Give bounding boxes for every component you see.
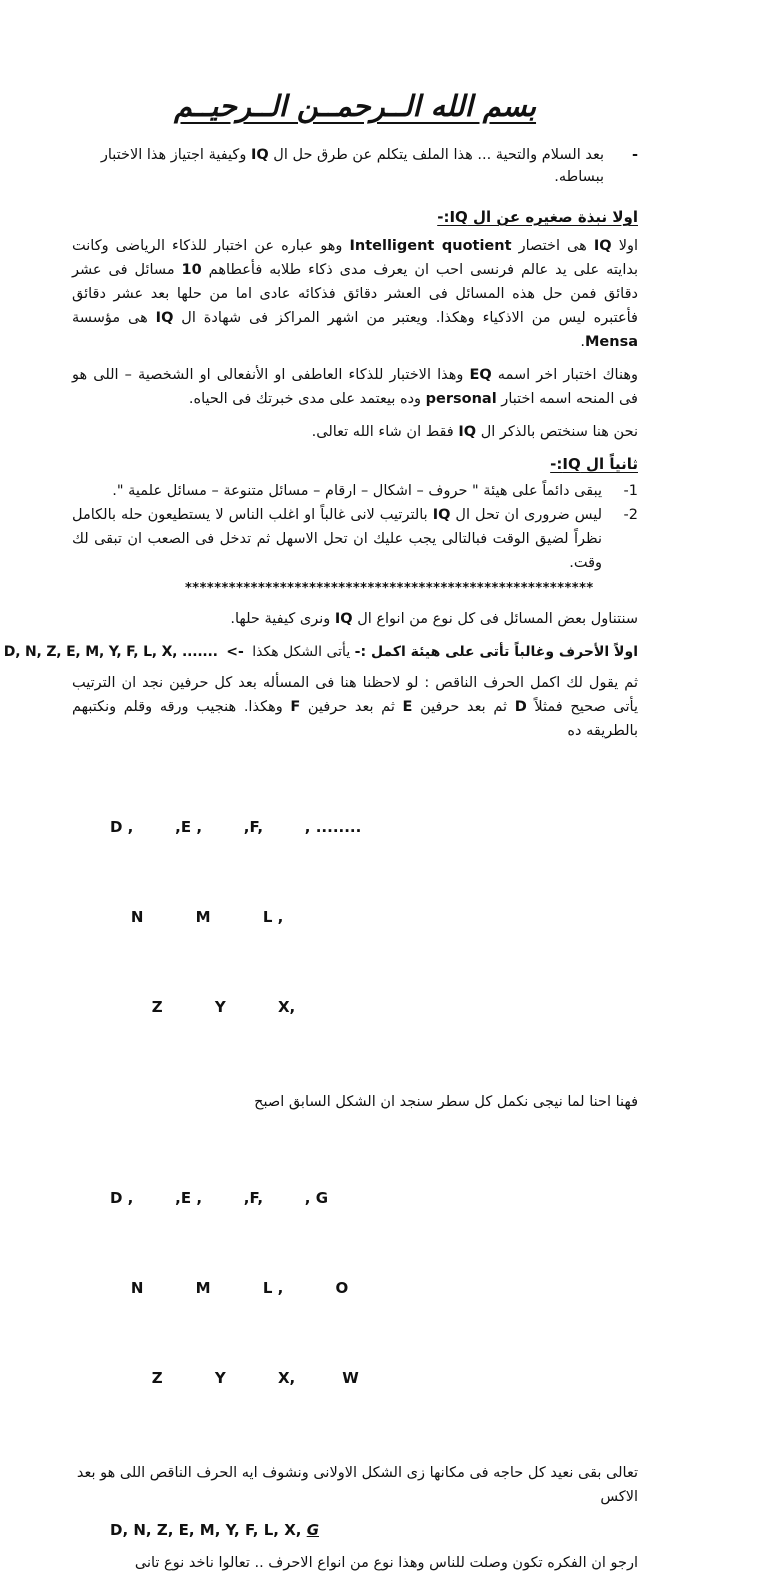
grid-row: Z Y X, <box>110 998 296 1016</box>
answer-letter-underlined: G <box>306 1521 319 1539</box>
grid-row: Z Y X, W <box>110 1369 359 1387</box>
bismillah-title: بسم الله الــرحمــن الــرحيــم <box>173 89 537 123</box>
final-letter-sequence <box>72 1518 638 1542</box>
about-iq-heading: اولا نبذة صغيره عن ال IQ:- <box>437 208 638 226</box>
left-arrow-glyph: <- <box>226 644 244 660</box>
letters-heading-label: اولاً الأحرف وغالباً تأتى على هيئة اكمل :- <box>354 644 638 660</box>
dash-bullet: - <box>631 147 638 163</box>
letter-grid-incomplete <box>72 752 638 1082</box>
explanation-paragraph: ثم يقول لك اكمل الحرف الناقص : لو لاحظنا هنا فى المسأله بعد كل حرفين نجد ان الترتيب يأتى صحيح فمثلاً D ثم بعد حرفين E ثم بعد حرفين F وهكذا. هنجيب ورقه وقلم ونكتبهم بالطريقه ده <box>72 675 639 739</box>
numbered-list <box>72 479 638 575</box>
grid-row: D , ,E , ,F, , G <box>110 1189 329 1207</box>
item-text: ليس ضرورى ان تحل ال IQ بالترتيب لانى غالباً او اغلب الناس لا يستطيعون حله بالكامل نظراً لضيق الوقت فبالتالى يجب عليك ان تحل الاسهل ثم تدخل فى الصعب ان تبقى لك وقت. <box>72 507 602 571</box>
closing-note: ارجو ان الفكره تكون وصلت للناس وهذا نوع من انواع الاحرف .. تعالوا ناخد نوع تانى <box>134 1555 638 1571</box>
completion-note: فهنا احنا لما نيجى نكمل كل سطر سنجد ان الشكل السابق اصبح <box>254 1094 638 1110</box>
asterisk-separator: ******************************************************** <box>185 581 594 596</box>
item-text: يبقى دائماً على هيئة " حروف – اشكال – ارقام – مسائل متنوعة – مسائل علمية ". <box>112 483 602 499</box>
iq-definition-paragraph: اولا IQ هى اختصار Intelligent quotient وهو عباره عن اختبار للذكاء الرياضى وكانت بدايته على يد عالم فرنسى احب ان يعرف مدى ذكاء طلابه فأعطاهم 10 مسائل فى عشر دقائق فمن حل هذه المسائل فى العشر دقائق فذكائه عادى اما من حلها بعد عشر دقائق فأعتبره ليس من الاذكياء وهكذا. ويعتبر من اشهر المراكز فى شهادة ال IQ هى مؤسسة Mensa. <box>72 238 638 350</box>
comes-as-label: يأتى الشكل هكذا <box>252 644 351 660</box>
item-number: 1- <box>623 483 638 499</box>
letter-sequence-incomplete: D, N, Z, E, M, Y, F, L, X, ....... <box>3 644 218 660</box>
list-item <box>72 479 638 503</box>
item-number: 2- <box>623 507 638 523</box>
list-item <box>72 503 638 575</box>
grid-row: N M L , <box>110 908 284 926</box>
grid-row: D , ,E , ,F, , ........ <box>110 818 362 836</box>
reorder-note: تعالى بقى نعيد كل حاجه فى مكانها زى الشكل الاولانى ونشوف ايه الحرف الناقص اللى هو بعد الاكس <box>76 1465 638 1505</box>
intro-line <box>72 144 638 188</box>
letter-grid-complete <box>72 1123 638 1453</box>
intro-text: بعد السلام والتحية ... هذا الملف يتكلم عن طرق حل ال IQ وكيفية اجتياز هذا الاختبار ببساطه. <box>100 147 604 185</box>
focus-iq-paragraph: نحن هنا سنختص بالذكر ال IQ فقط ان شاء الله تعالى. <box>311 424 638 440</box>
letters-type-heading <box>3 640 638 664</box>
eq-paragraph: وهناك اختبار اخر اسمه EQ وهذا الاختبار للذكاء العاطفى او الأنفعالى او الشخصية – اللى هو فى المنحه اسمه اختبار personal وده بيعتمد على مدى خبرتك فى الحياه. <box>72 367 638 407</box>
final-sequence-prefix: D, N, Z, E, M, Y, F, L, X, <box>110 1521 307 1539</box>
iq-format-heading: ثانياً ال IQ:- <box>550 455 638 473</box>
examples-intro-text: سنتناول بعض المسائل فى كل نوع من انواع ال IQ ونرى كيفية حلها. <box>230 611 638 627</box>
grid-row: N M L , O <box>110 1279 349 1297</box>
